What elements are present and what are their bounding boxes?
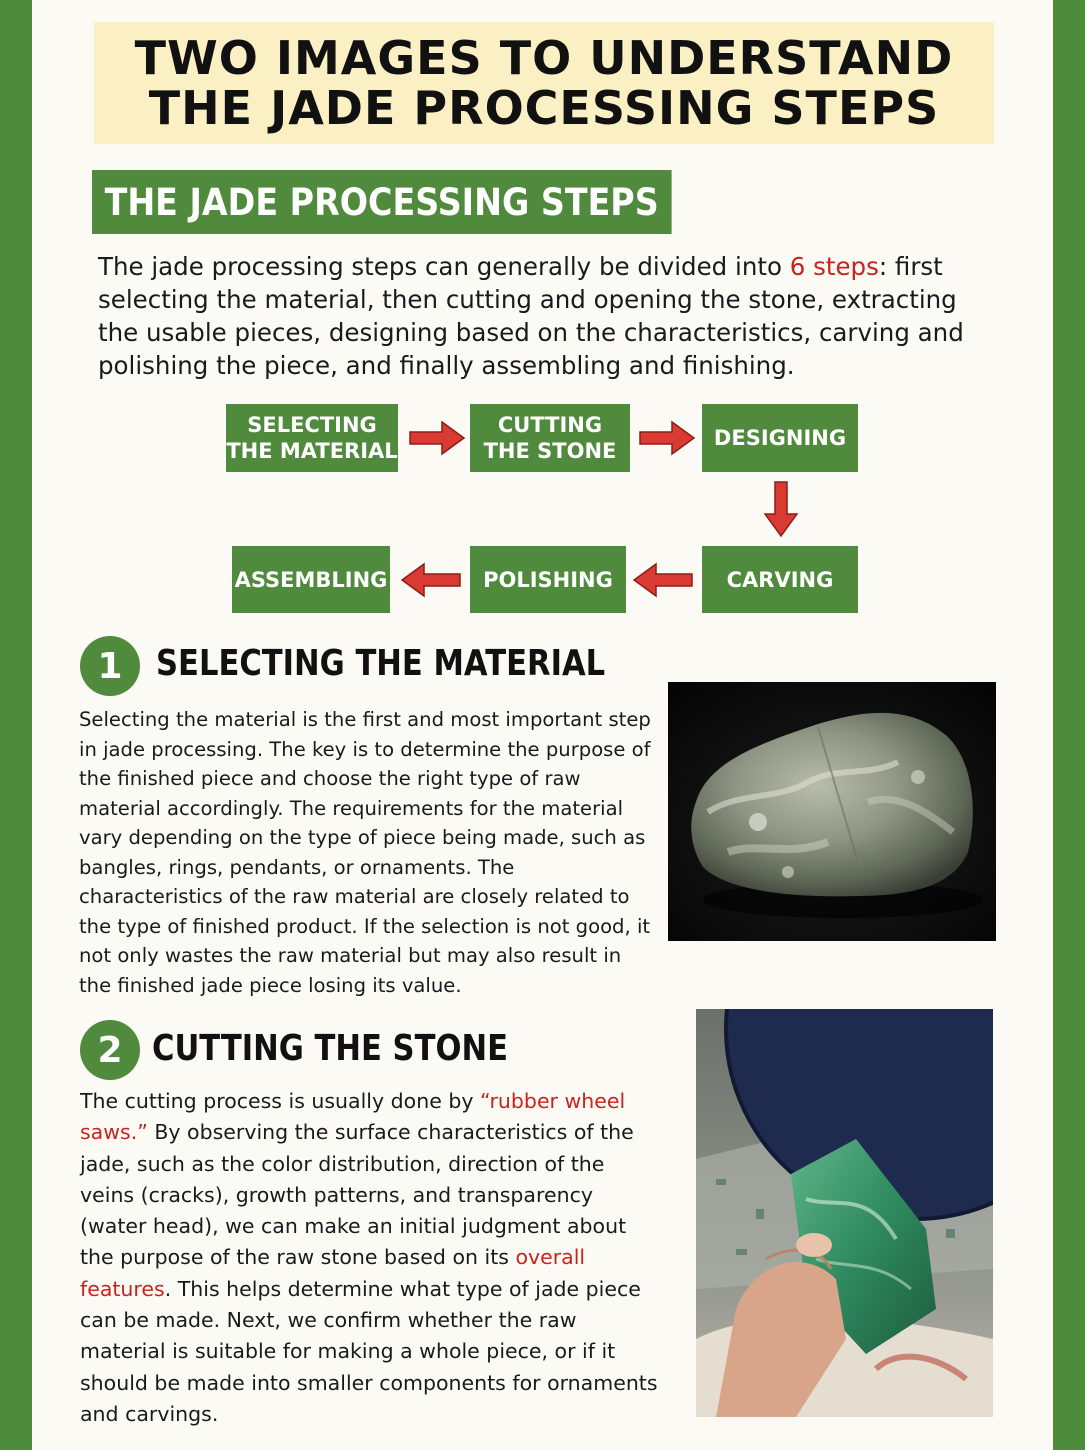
flow-step-polishing-label: POLISHING: [483, 567, 613, 592]
flow-step-polishing: [470, 546, 626, 613]
arrow-right-icon: [638, 420, 696, 456]
step-1-paragraph: Selecting the material is the first and most important step in jade processing. The key is to determine the purpose of the finished piece and choose the right type of raw material accordingly. The requirements for the material vary depending on the type of piece being made, such as bangles, rings, pendants, or ornaments. The characteristics of the raw material are closely related to the type of finished product. If the selection is not good, it not only wastes the raw material but may also result in the finished jade piece losing its value.: [79, 708, 651, 997]
intro-paragraph: [98, 250, 978, 382]
step-1-number-badge: 1: [80, 636, 140, 696]
step-2-highlight-a: “rubber wheel saws.”: [80, 1089, 626, 1145]
step-2-paragraph: [80, 1086, 660, 1430]
raw-jade-stone-photo: [668, 682, 996, 941]
step-1-heading: SELECTING THE MATERIAL: [156, 643, 606, 684]
intro-text-start: The jade processing steps can generally be divided into: [98, 252, 790, 281]
flow-step-selecting: [226, 404, 398, 472]
arrow-left-icon: [400, 562, 462, 598]
flow-step-designing-label: DESIGNING: [713, 426, 847, 450]
flow-step-carving: [702, 546, 858, 613]
title-line-1: TWO IMAGES TO UNDERSTAND: [134, 31, 954, 85]
arrow-right-icon: [408, 420, 466, 456]
intro-text-end: : first selecting the material, then cutting and opening the stone, extracting the usable pieces, designing based on the characteristics, carving and polishing the piece, and finally assembling and finishing.: [98, 252, 964, 380]
step-2-text-c: . This helps determine what type of jade piece can be made. Next, we confirm whether the raw material is suitable for making a whole piece, or if it should be made into smaller components for ornaments and carvings.: [80, 1276, 658, 1426]
step-2-text-a: The cutting process is usually done by: [80, 1089, 480, 1113]
flow-step-carving-label: CARVING: [726, 567, 834, 592]
flow-step-designing: [702, 404, 858, 472]
step-2-heading: CUTTING THE STONE: [152, 1028, 509, 1069]
step-2-text-b: By observing the surface characteristics of the jade, such as the color distribution, direction of the veins (cracks), growth patterns, and transparency (water head), we can make an initial judgment about the purpose of the raw stone based on its: [80, 1120, 634, 1270]
flow-step-selecting-line2: THE MATERIAL: [226, 439, 398, 463]
flow-step-cutting: [470, 404, 630, 472]
step-2-number-badge: 2: [80, 1020, 140, 1080]
flow-step-cutting-line2: THE STONE: [483, 439, 617, 463]
step-2-highlight-b: overall features: [80, 1245, 586, 1301]
flow-step-assembling: [232, 546, 390, 613]
arrow-left-icon: [632, 562, 694, 598]
cutting-jade-photo: [696, 1009, 993, 1417]
arrow-down-icon: [763, 480, 799, 538]
flow-step-cutting-line1: CUTTING: [497, 413, 603, 437]
intro-highlight: 6 steps: [789, 252, 879, 281]
page: [32, 0, 1053, 1450]
flow-step-selecting-line1: SELECTING: [247, 413, 377, 437]
title-banner: [94, 22, 994, 144]
title-line-2: THE JADE PROCESSING STEPS: [148, 81, 940, 135]
flow-step-assembling-label: ASSEMBLING: [234, 567, 388, 592]
section-heading: THE JADE PROCESSING STEPS: [92, 170, 671, 234]
